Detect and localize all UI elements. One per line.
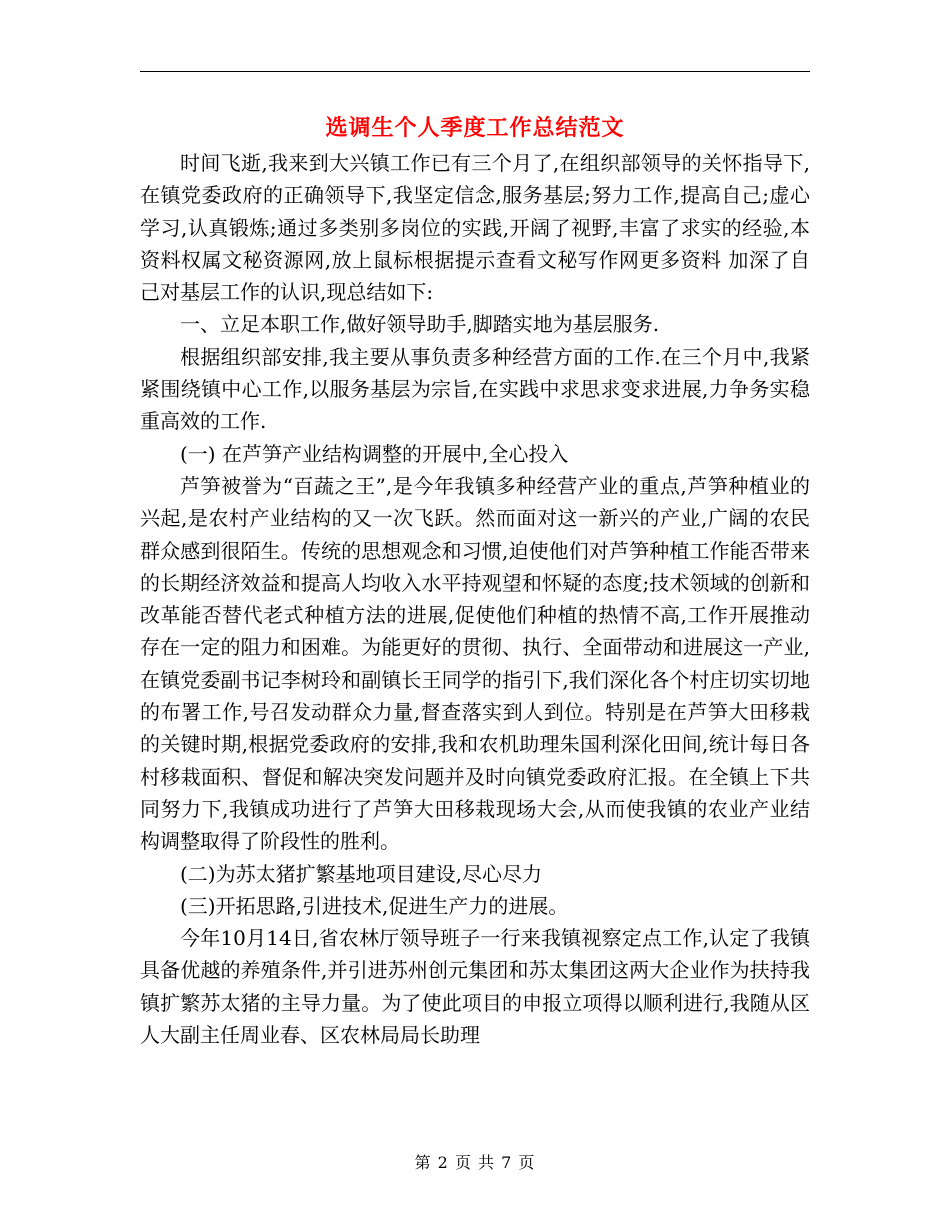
- subsection-heading-1: (一) 在芦笋产业结构调整的开展中,全心投入: [180, 441, 569, 466]
- document-title: 选调生个人季度工作总结范文: [325, 115, 625, 141]
- header-rule: [140, 71, 810, 72]
- page-number-footer: 第 2 页 共 7 页: [414, 1153, 536, 1172]
- section-heading-1: 一、立足本职工作,做好领导助手,脚踏实地为基层服务.: [180, 312, 660, 337]
- paragraph-intro: 时间飞逝,我来到大兴镇工作已有三个月了,在组织部领导的关怀指导下,在镇党委政府的正确领导下,我坚定信念,服务基层;努力工作,提高自己;虚心学习,认真锻炼;通过多类别多岗位的实践,开阔了视野,丰富了求实的经验,本资料权属文秘资源网,放上鼠标根据提示查看文秘写作网更多资料 加深了自己对基层工作的认识,现总结如下:: [140, 151, 810, 305]
- subsection-heading-2: (二)为苏太猪扩繁基地项目建设,尽心尽力: [180, 861, 542, 886]
- paragraph-asparagus: 芦笋被誉为“百蔬之王”,是今年我镇多种经营产业的重点,芦笋种植业的兴起,是农村产业结构的又一次飞跃。然而面对这一新兴的产业,广阔的农民群众感到很陌生。传统的思想观念和习惯,迫使他们对芦笋种植工作能否带来的长期经济效益和提高人均收入水平持观望和怀疑的态度;技术领域的创新和改革能否替代老式种植方法的进展,促使他们种植的热情不高,工作开展推动存在一定的阻力和困难。为能更好的贯彻、执行、全面带动和进展这一产业,在镇党委副书记李树玲和副镇长王同学的指引下,我们深化各个村庄切实切地的布署工作,号召发动群众力量,督查落实到人到位。特别是在芦笋大田移栽的关键时期,根据党委政府的安排,我和农机助理朱国利深化田间,统计每日各村移栽面积、督促和解决突发问题并及时向镇党委政府汇报。在全镇上下共同努力下,我镇成功进行了芦笋大田移栽现场大会,从而使我镇的农业产业结构调整取得了阶段性的胜利。: [140, 473, 810, 854]
- paragraph-duties: 根据组织部安排,我主要从事负责多种经营方面的工作.在三个月中,我紧紧围绕镇中心工作,以服务基层为宗旨,在实践中求思求变求进展,力争务实稳重高效的工作.: [140, 344, 810, 434]
- paragraph-inspection: 今年10月14日,省农林厅领导班子一行来我镇视察定点工作,认定了我镇具备优越的养殖条件,并引进苏州创元集团和苏太集团这两大企业作为扶持我镇扩繁苏太猪的主导力量。为了使此项目的申报立项得以顺利进行,我随从区人大副主任周业春、区农林局局长助理: [140, 926, 810, 1048]
- subsection-heading-3: (三)开拓思路,引进技术,促进生产力的进展。: [180, 893, 569, 918]
- document-body: [140, 147, 810, 1051]
